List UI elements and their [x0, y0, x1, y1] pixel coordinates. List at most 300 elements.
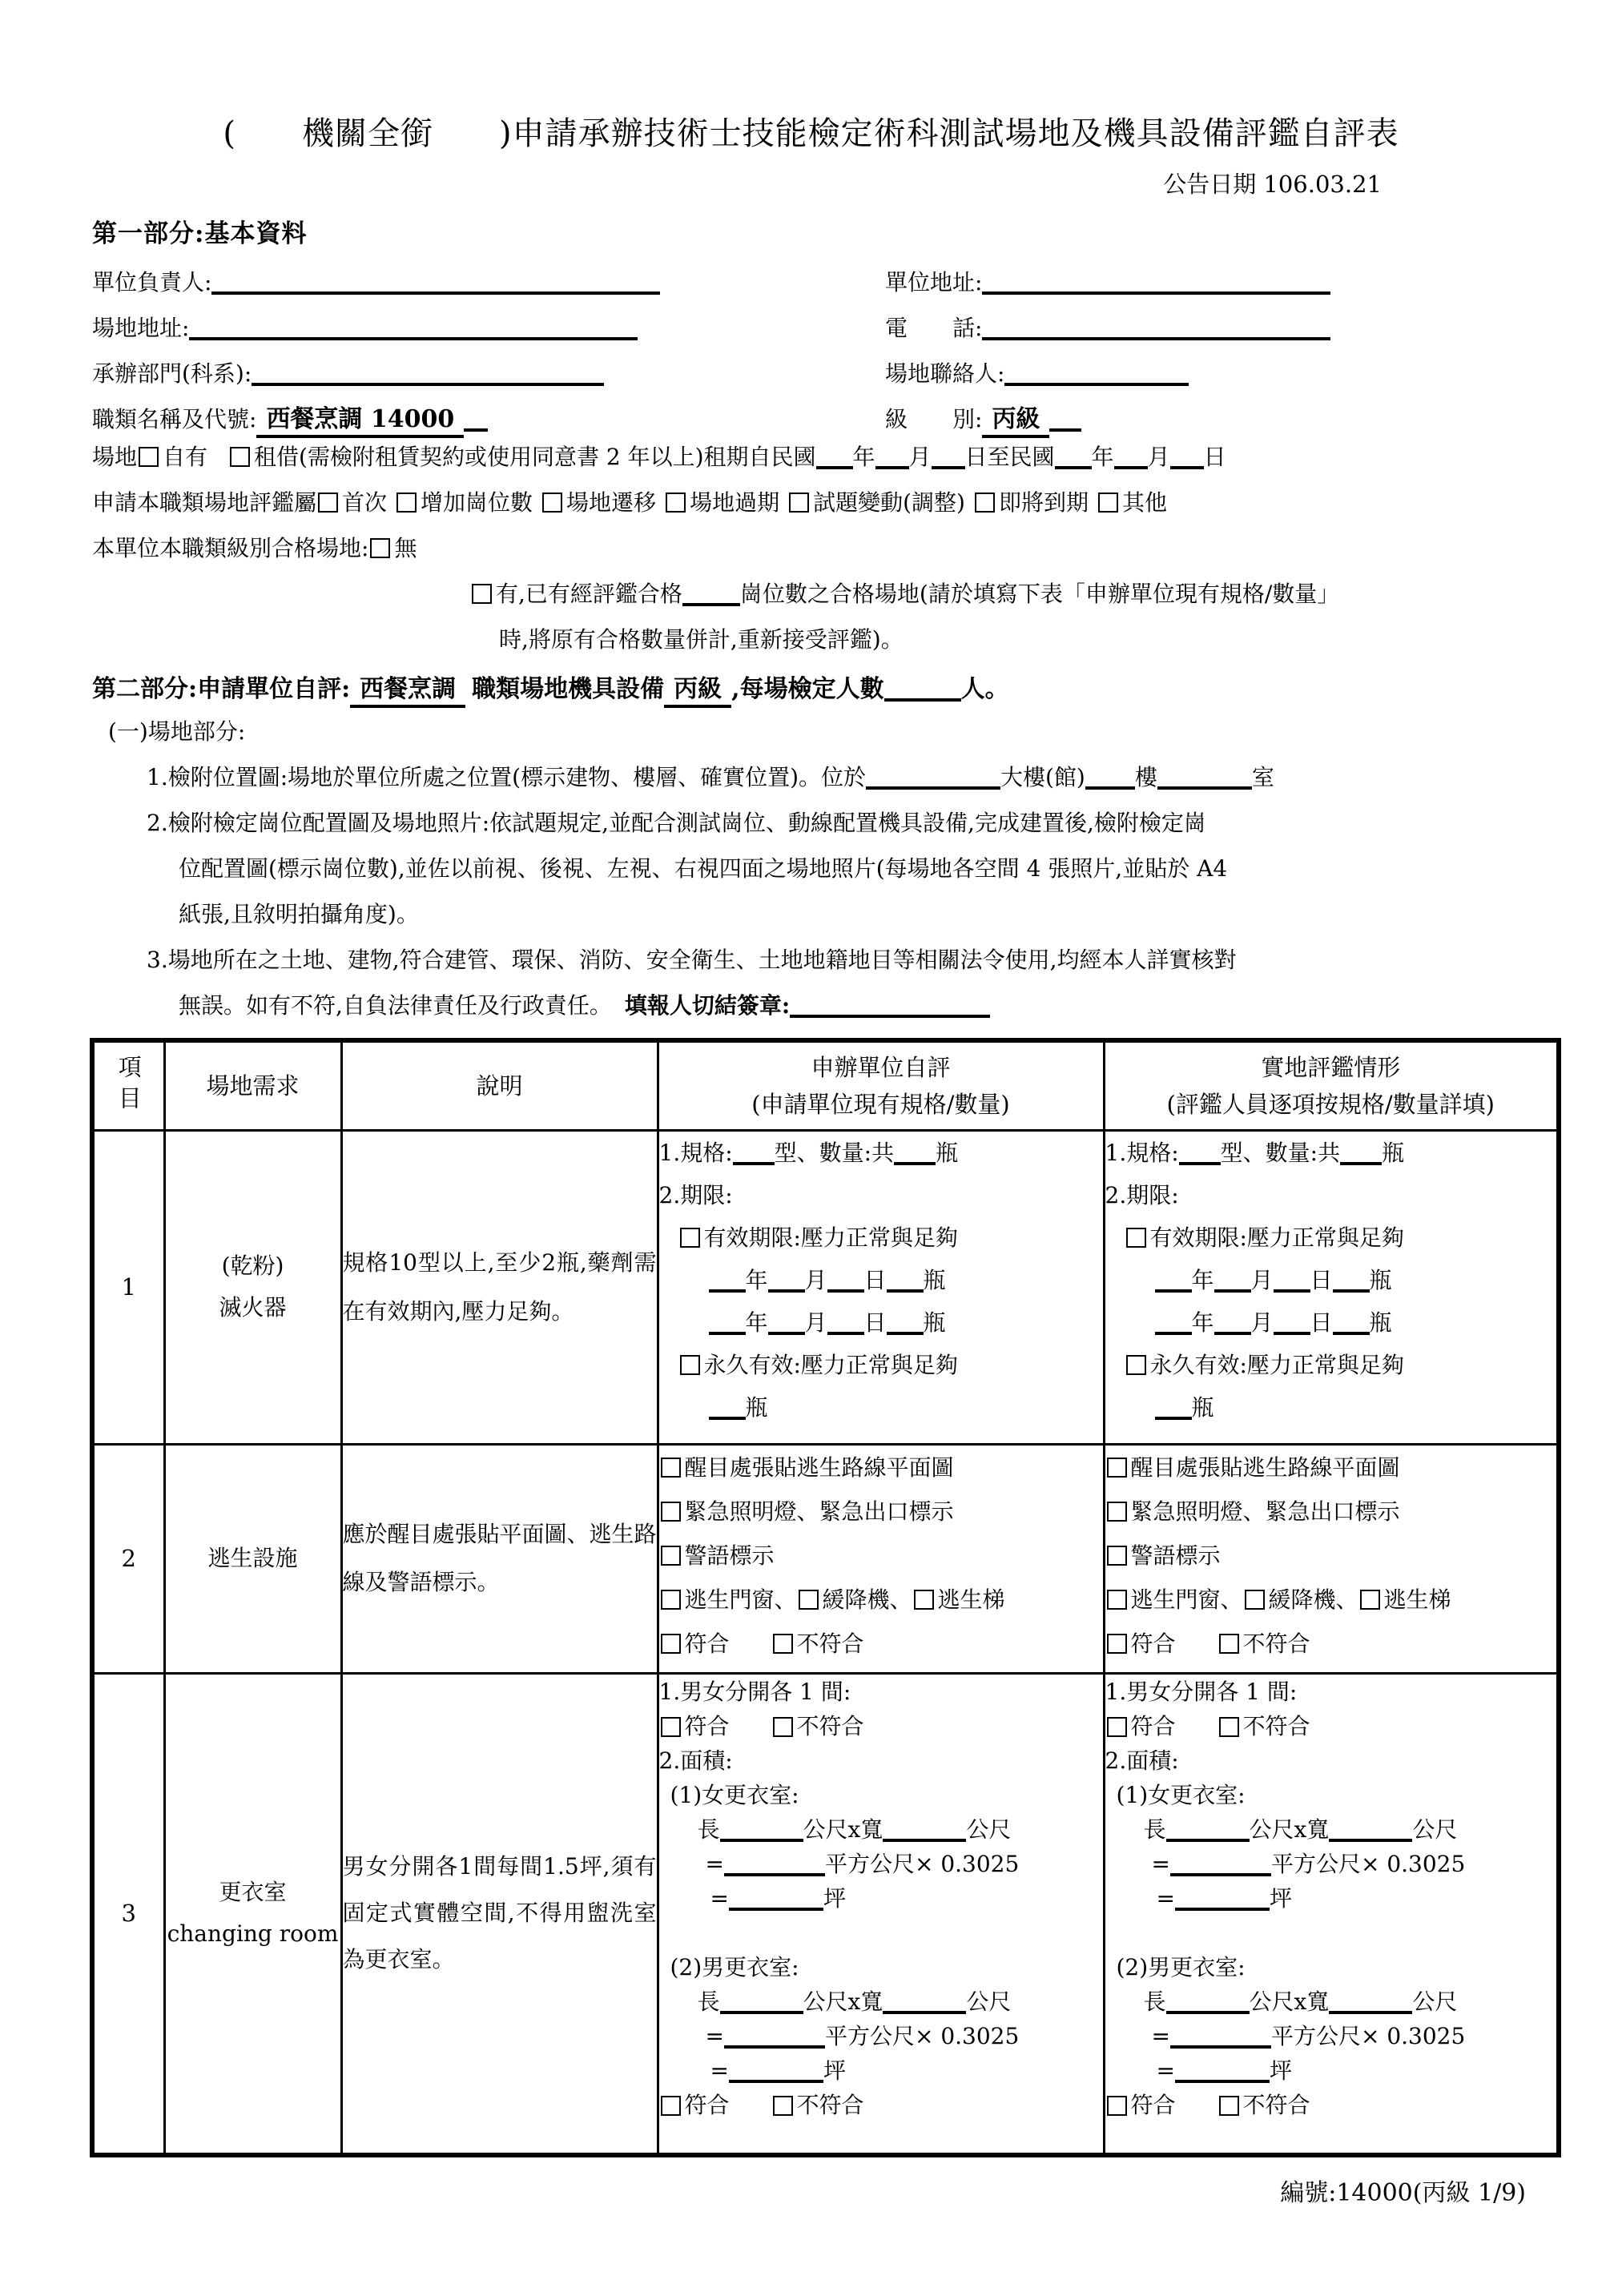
form-line [1105, 1174, 1557, 1216]
field-unit-head [92, 265, 885, 297]
blank-field[interactable] [682, 579, 740, 606]
text-run: 單位負責人: [92, 269, 212, 296]
blank-field[interactable] [1340, 1138, 1382, 1165]
form-line [1105, 1916, 1557, 1950]
form-line [1105, 1812, 1557, 1847]
text-run: 符合 [684, 2091, 730, 2118]
table-row-changing-room [92, 1673, 1559, 2155]
form-line [659, 1446, 1103, 1490]
checkbox[interactable] [975, 493, 995, 513]
blank-field[interactable] [1329, 1987, 1412, 2014]
form-line [659, 1778, 1103, 1812]
text-run: 即將到期 [998, 489, 1089, 516]
checkbox[interactable] [1245, 1590, 1265, 1610]
text-run: 公尺 [1412, 1815, 1458, 1843]
blank-field[interactable] [932, 442, 965, 469]
blank-field[interactable] [982, 313, 1330, 340]
spacer [730, 2112, 771, 2113]
text-run: 坪 [1269, 1884, 1292, 1912]
spacer [659, 1871, 706, 1872]
page-number: 編號:14000(丙級 1/9) [1280, 2179, 1526, 2207]
row3-desc [341, 1673, 658, 2155]
form-line [166, 1245, 340, 1287]
text-run: 本單位本職類級別合格場地: [92, 535, 369, 561]
field-site-contact [885, 356, 1530, 388]
checkbox[interactable] [661, 1502, 681, 1522]
blank-field[interactable] [887, 1308, 924, 1335]
checkbox[interactable] [773, 1717, 793, 1737]
spacer [659, 1329, 709, 1330]
checkbox[interactable] [139, 447, 159, 467]
text-run: 更衣室 [219, 1879, 287, 1906]
text-run: 不符合 [796, 1630, 864, 1657]
form-line [659, 1950, 1103, 1984]
table-row-escape-facility [92, 1444, 1559, 1673]
blank-field[interactable] [1333, 1265, 1370, 1293]
form-line [659, 1534, 1103, 1578]
text-run: 1.男女分開各 1 間: [658, 1678, 851, 1705]
blank-field[interactable] [1170, 1849, 1271, 1876]
checkbox[interactable] [789, 493, 809, 513]
spacer [92, 646, 499, 647]
text-run: 月 [1250, 1309, 1274, 1336]
row2-desc-text: 應於醒目處張貼平面圖、逃生路線及警語標示。 [342, 1521, 657, 1595]
text-run: 符合 [1130, 1630, 1176, 1657]
blank-field[interactable] [1155, 1308, 1192, 1335]
checkbox[interactable] [396, 493, 417, 513]
header-onsite-eval-title: 實地評鑑情形 [1261, 1053, 1401, 1081]
blank-field[interactable] [1157, 762, 1252, 790]
header-site-need: 場地需求 [164, 1040, 341, 1130]
text-run: 緩降機、 [1268, 1586, 1358, 1613]
blank-field[interactable] [720, 1987, 803, 2014]
form-line [659, 1344, 1103, 1386]
text-run: 瓶 [1369, 1266, 1392, 1293]
blank-field[interactable] [464, 404, 488, 432]
blank-field[interactable] [252, 359, 604, 386]
row3-desc-text: 男女分開各1間每間1.5坪,須有固定式實體空間,不得用盥洗室為更衣室。 [342, 1853, 657, 1973]
blank-field[interactable] [1049, 404, 1081, 432]
spacer [1105, 1329, 1155, 1330]
spacer [1105, 1871, 1152, 1872]
text-run: 月 [804, 1266, 827, 1293]
text-run: 位配置圖(標示崗位數),並佐以前視、後視、左視、右視四面之場地照片(每場地各空間 4 張照片,並貼於 A4 [179, 855, 1228, 882]
field-unit-address [885, 265, 1530, 297]
blank-field[interactable] [1166, 1987, 1250, 2014]
checkbox[interactable] [1098, 493, 1118, 513]
text-run: 緩降機、 [822, 1586, 912, 1613]
spacer [1105, 2077, 1157, 2078]
header-onsite-evaluation [1104, 1040, 1559, 1130]
form-line [1105, 2053, 1557, 2088]
text-run: 2.面積: [1105, 1747, 1179, 1774]
application-type-line [92, 480, 1530, 525]
text-run: 不符合 [1242, 2091, 1310, 2118]
text-run: 日 [863, 1266, 887, 1293]
checkbox[interactable] [1219, 1717, 1239, 1737]
text-run: 符合 [1130, 1712, 1176, 1739]
form-line [659, 2053, 1103, 2088]
text-run: 場地 [92, 444, 138, 470]
blank-field[interactable] [709, 1393, 746, 1420]
table-header-row [92, 1040, 1559, 1130]
text-run: 大樓(館) [1000, 764, 1085, 790]
text-run: 逃生門窗、 [684, 1586, 797, 1613]
blank-field[interactable] [768, 1308, 805, 1335]
blank-field[interactable] [875, 442, 909, 469]
text-run: 型、數量:共 [1220, 1139, 1341, 1166]
text-run: 瓶 [923, 1309, 946, 1336]
blank-field[interactable] [1166, 1815, 1250, 1842]
blank-field[interactable] [1155, 1393, 1192, 1420]
text-run: 符合 [684, 1712, 730, 1739]
header-description: 說明 [341, 1040, 658, 1130]
form-line [1105, 1446, 1557, 1490]
form-line [147, 846, 1530, 891]
checkbox[interactable] [914, 1590, 934, 1610]
checkbox[interactable] [666, 493, 686, 513]
text-run: 醒目處張貼逃生路線平面圖 [1130, 1454, 1400, 1481]
checkbox[interactable] [661, 1546, 681, 1566]
text-run: 室 [1251, 764, 1274, 790]
text-run: 符合 [684, 1630, 730, 1657]
text-run: 月 [1147, 444, 1170, 470]
blank-field[interactable] [1114, 442, 1148, 469]
text-run: 永久有效:壓力正常與足夠 [1149, 1351, 1404, 1378]
text-run: 月 [908, 444, 932, 470]
text-run: 丙級 [982, 405, 1049, 438]
text-run: (2)男更衣室: [670, 1953, 799, 1980]
blank-field[interactable] [1274, 1308, 1310, 1335]
checkbox[interactable] [1107, 1458, 1127, 1478]
form-line [659, 1301, 1103, 1344]
spacer [659, 1414, 709, 1415]
row1-desc [341, 1130, 658, 1444]
checkbox[interactable] [773, 2096, 793, 2116]
row3-no: 3 [92, 1673, 164, 2155]
form-line [659, 1174, 1103, 1216]
text-run: 月 [1250, 1266, 1274, 1293]
text-run: 瓶 [1369, 1309, 1392, 1336]
row2-onsite-eval [1104, 1444, 1559, 1673]
row2-self-eval [658, 1444, 1104, 1673]
blank-field[interactable] [1085, 762, 1135, 790]
form-line [1105, 1534, 1557, 1578]
spacer [659, 2077, 710, 2078]
text-run: 2.期限: [1105, 1181, 1179, 1208]
spacer [659, 1974, 670, 1975]
form-line [659, 1490, 1103, 1534]
spacer [1105, 1836, 1144, 1837]
text-run: 逃生門窗、 [1130, 1586, 1243, 1613]
form-line [659, 1984, 1103, 2019]
form-line [1105, 2019, 1557, 2053]
form-line [659, 1743, 1103, 1778]
text-run: 公尺x寬 [1249, 1815, 1330, 1843]
text-run: 年 [745, 1266, 768, 1293]
checkbox[interactable] [1107, 1546, 1127, 1566]
blank-field[interactable] [887, 1265, 924, 1293]
blank-field[interactable] [733, 1138, 775, 1165]
checkbox[interactable] [1107, 1590, 1127, 1610]
text-run: 場地聯絡人: [885, 360, 1005, 387]
form-line [1105, 1490, 1557, 1534]
blank-field[interactable] [211, 267, 660, 295]
text-run: 逃生梯 [937, 1586, 1005, 1613]
text-run: 有,已有經評鑑合格 [496, 581, 682, 607]
checkbox[interactable] [1107, 1502, 1127, 1522]
text-run: 日 [1310, 1266, 1333, 1293]
form-line [659, 1132, 1103, 1174]
blank-field[interactable] [982, 267, 1330, 295]
blank-field[interactable] [1170, 442, 1204, 469]
form-line [166, 1538, 340, 1579]
text-run: 無誤。如有不符,自負法律責任及行政責任。 [179, 992, 612, 1019]
spacer [1105, 2008, 1144, 2009]
text-run: 首次 [342, 489, 388, 516]
checkbox[interactable] [1126, 1355, 1146, 1375]
checkbox[interactable] [661, 1717, 681, 1737]
checkbox[interactable] [799, 1590, 819, 1610]
checkbox[interactable] [1107, 2096, 1127, 2116]
blank-field[interactable] [709, 1265, 746, 1293]
checkbox[interactable] [1360, 1590, 1380, 1610]
form-title: ( 機關全銜 )申請承辦技術士技能檢定術科測試場地及機具設備評鑑自評表 [223, 115, 1399, 152]
blank-field[interactable] [883, 1815, 966, 1842]
checkbox[interactable] [230, 447, 250, 467]
text-run: 年 [1191, 1309, 1214, 1336]
checkbox[interactable] [680, 1355, 700, 1375]
blank-field[interactable] [1004, 359, 1189, 386]
blank-field[interactable] [724, 1849, 825, 1876]
spacer [659, 1836, 698, 1837]
text-run: 緊急照明燈、緊急出口標示 [1130, 1498, 1400, 1525]
field-site-address [92, 311, 885, 343]
text-run: 其他 [1121, 489, 1167, 516]
form-line [147, 983, 1530, 1028]
form-line [659, 1847, 1103, 1881]
text-run: 日至民國 [964, 444, 1055, 470]
form-line [166, 1872, 340, 1913]
text-run: 長 [1143, 1988, 1166, 2015]
blank-field[interactable] [1179, 1138, 1221, 1165]
qualified-site-line-3 [92, 617, 1530, 662]
text-run: 長 [697, 1815, 720, 1843]
blank-field[interactable] [1329, 1815, 1412, 1842]
blank-field[interactable] [1274, 1265, 1310, 1293]
blank-field[interactable] [720, 1815, 803, 1842]
blank-field[interactable] [768, 1265, 805, 1293]
text-run: ,每場檢定人數 [731, 675, 884, 703]
text-run: (2)男更衣室: [1116, 1953, 1246, 1980]
text-run: 有效期限:壓力正常與足夠 [1149, 1224, 1404, 1251]
form-line [659, 2088, 1103, 2122]
blank-field[interactable] [729, 2056, 823, 2083]
spacer [1105, 1802, 1117, 1803]
text-run: 1.規格: [1105, 1139, 1179, 1166]
part2-item-3 [147, 937, 1530, 1028]
spacer [779, 509, 787, 510]
text-run: 警語標示 [684, 1542, 775, 1569]
blank-field[interactable] [894, 1138, 936, 1165]
form-line [166, 1287, 340, 1329]
checkbox[interactable] [542, 493, 562, 513]
text-run: 樓 [1134, 764, 1157, 790]
blank-field[interactable] [1214, 1265, 1251, 1293]
spacer [1105, 1287, 1155, 1288]
blank-field[interactable] [729, 1884, 823, 1911]
blank-field[interactable] [724, 2021, 825, 2049]
text-run: = [1156, 2057, 1175, 2084]
spacer [659, 2008, 698, 2009]
field-row [92, 297, 1530, 343]
text-run: 第二部分:申請單位自評: [92, 675, 351, 703]
spacer [659, 1905, 710, 1906]
text-run: 人。 [960, 675, 1009, 703]
form-line [659, 1622, 1103, 1666]
text-run: 永久有效:壓力正常與足夠 [703, 1351, 958, 1378]
checkbox[interactable] [1219, 1634, 1239, 1654]
checkbox[interactable] [472, 584, 492, 604]
text-run: 公尺x寬 [803, 1988, 883, 2015]
item1-line [147, 754, 1530, 800]
spacer [1176, 1733, 1218, 1734]
checkbox[interactable] [661, 1590, 681, 1610]
blank-field[interactable] [1055, 442, 1092, 469]
qualified-site-line [92, 525, 1530, 571]
form-line [1105, 1847, 1557, 1881]
text-run: 有效期限:壓力正常與足夠 [703, 1224, 958, 1251]
form-line [1105, 1132, 1557, 1174]
checkbox[interactable] [1107, 1717, 1127, 1737]
blank-field[interactable] [1155, 1265, 1192, 1293]
text-run: 公尺x寬 [1249, 1988, 1330, 2015]
spacer [1105, 2043, 1152, 2044]
text-run: 時,將原有合格數量併計,重新接受評鑑)。 [499, 626, 904, 653]
form-line [1105, 1216, 1557, 1259]
text-run: 年 [852, 444, 875, 470]
text-run: 崗位數之合格場地(請於填寫下表「申辦單位現有規格/數量」 [739, 581, 1340, 607]
part2-sub-heading: (一)場地部分: [108, 718, 246, 745]
blank-field[interactable] [1170, 2021, 1271, 2049]
text-run: 申請本職類場地評鑑屬 [92, 489, 317, 516]
text-run: 公尺 [966, 1815, 1012, 1843]
form-line [1105, 1386, 1557, 1429]
spacer [659, 1287, 709, 1288]
form-line [1105, 2088, 1557, 2122]
venue-ownership-line [92, 434, 1530, 480]
spacer [659, 1802, 670, 1803]
spacer [1105, 1414, 1155, 1415]
blank-field[interactable] [866, 762, 1000, 790]
announce-date: 公告日期 106.03.21 [1163, 171, 1382, 198]
text-run: 承辦部門(科系): [92, 360, 252, 387]
text-run: 滅火器 [219, 1294, 287, 1321]
checkbox[interactable] [661, 1458, 681, 1478]
text-run: 瓶 [936, 1139, 959, 1166]
blank-field[interactable] [884, 674, 961, 702]
blank-field[interactable] [816, 442, 853, 469]
checkbox[interactable] [318, 493, 338, 513]
checkbox[interactable] [1107, 1634, 1127, 1654]
form-line [659, 1386, 1103, 1429]
spacer [147, 875, 179, 876]
text-run: = [705, 1850, 724, 1877]
text-run: 平方公尺× 0.3025 [824, 2022, 1020, 2049]
blank-field[interactable] [1175, 1884, 1270, 1911]
header-self-eval-subtitle: (申請單位現有規格/數量) [751, 1090, 1010, 1118]
checkbox[interactable] [680, 1228, 700, 1248]
form-line [1105, 1344, 1557, 1386]
blank-field[interactable] [827, 1265, 864, 1293]
text-run: 無 [394, 535, 417, 561]
checkbox[interactable] [1126, 1228, 1146, 1248]
row2-desc [341, 1444, 658, 1673]
form-line [1105, 1301, 1557, 1344]
field-row [92, 343, 1530, 388]
text-run: 型、數量:共 [774, 1139, 895, 1166]
checkbox[interactable] [661, 2096, 681, 2116]
header-self-eval-title: 申辦單位自評 [811, 1053, 951, 1081]
form-line [166, 1913, 340, 1955]
text-run: 公尺x寬 [803, 1815, 883, 1843]
text-run: 丙級 [664, 675, 731, 708]
text-run: 長 [1143, 1815, 1166, 1843]
spacer [465, 696, 472, 697]
form-line [1105, 1259, 1557, 1301]
form-line [659, 1916, 1103, 1950]
spacer [730, 1733, 771, 1734]
checkbox[interactable] [1219, 2096, 1239, 2116]
blank-field[interactable] [1333, 1308, 1370, 1335]
row1-desc-text: 規格10型以上,至少2瓶,藥劑需在有效期內,壓力足夠。 [342, 1249, 657, 1325]
form-line [659, 2019, 1103, 2053]
text-run: = [1156, 1884, 1175, 1912]
text-run: 不符合 [796, 1712, 864, 1739]
part2-item-1 [147, 754, 1530, 800]
checkbox[interactable] [773, 1634, 793, 1654]
form-line [1105, 1984, 1557, 2019]
blank-field[interactable] [883, 1987, 966, 2014]
spacer [147, 921, 179, 922]
blank-field[interactable] [1214, 1308, 1251, 1335]
text-run: 年 [745, 1309, 768, 1336]
blank-field[interactable] [827, 1308, 864, 1335]
blank-field[interactable] [189, 313, 638, 340]
blank-field[interactable] [1175, 2056, 1270, 2083]
row3-self-eval [658, 1673, 1104, 2155]
text-run: 級 別: [885, 406, 983, 432]
text-run: 增加崗位數 [421, 489, 533, 516]
text-run: 日 [1203, 444, 1226, 470]
text-run: 職類名稱及代號: [92, 406, 257, 432]
text-run: 3.場地所在之土地、建物,符合建管、環保、消防、安全衛生、土地地籍地目等相關法令使用,均經本人詳實核對 [147, 947, 1237, 973]
field-row [92, 388, 1530, 434]
checkbox[interactable] [370, 538, 390, 558]
text-run: 平方公尺× 0.3025 [1270, 2022, 1466, 2049]
spacer [1089, 509, 1097, 510]
checkbox[interactable] [661, 1634, 681, 1654]
form-line [659, 1216, 1103, 1259]
text-run: = [710, 2057, 729, 2084]
blank-field[interactable] [790, 991, 990, 1018]
qualified-site-line-2 [92, 571, 1530, 617]
form-line [659, 1259, 1103, 1301]
text-run: 坪 [1269, 2057, 1292, 2084]
form-line [147, 800, 1530, 846]
blank-field[interactable] [709, 1308, 746, 1335]
form-line [1105, 1578, 1557, 1622]
